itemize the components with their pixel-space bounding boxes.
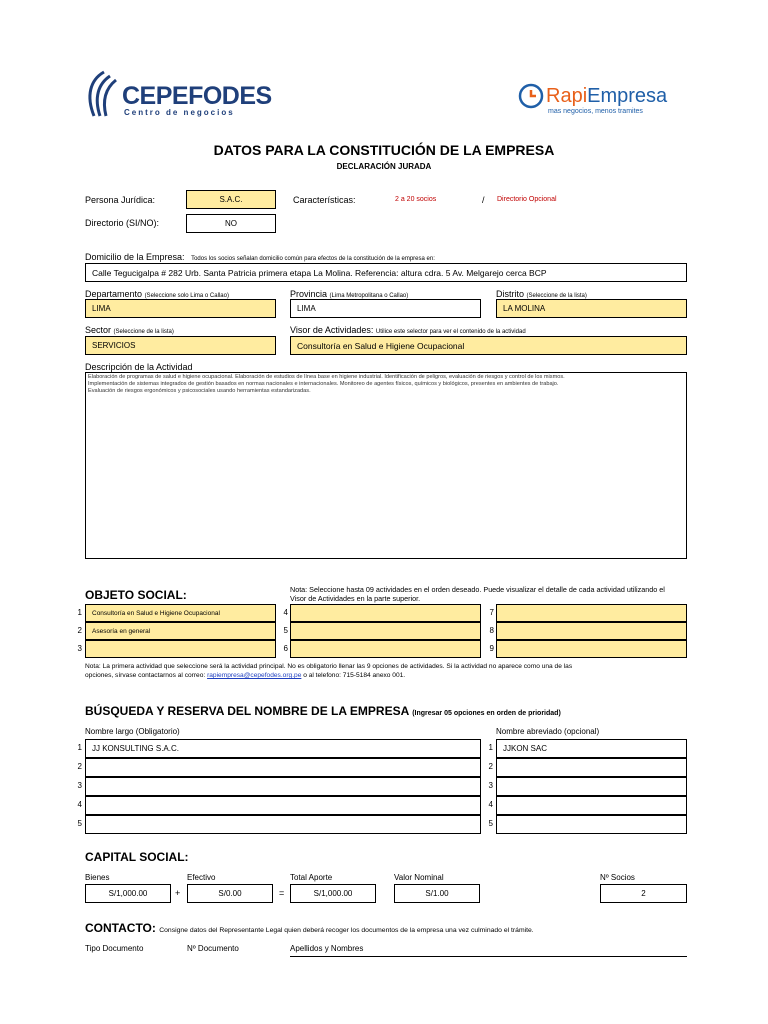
distrito-field[interactable]: LA MOLINA	[496, 299, 687, 318]
objeto-num-9: 9	[489, 644, 494, 653]
distrito-hint: (Seleccione de la lista)	[526, 293, 587, 299]
efectivo-label: Efectivo	[187, 873, 216, 882]
busqueda-num-3: 3	[77, 781, 82, 790]
nombre-abrev-field-2[interactable]	[496, 758, 687, 777]
busqueda-num-abrev-4: 4	[488, 800, 493, 809]
provincia-label-text: Provincia	[290, 289, 328, 299]
objeto-num-8: 8	[489, 626, 494, 635]
directorio-field[interactable]: NO	[186, 214, 276, 233]
cepefodes-logo	[84, 70, 272, 120]
rapiempresa-clock-icon	[518, 83, 544, 109]
sector-field[interactable]: SERVICIOS	[85, 336, 276, 355]
objeto-num-6: 6	[283, 644, 288, 653]
departamento-label	[85, 289, 229, 299]
domicilio-label-text: Domicilio de la Empresa:	[85, 252, 185, 262]
persona-label: Persona Jurídica:	[85, 195, 156, 205]
busqueda-num-abrev-5: 5	[488, 819, 493, 828]
provincia-field[interactable]: LIMA	[290, 299, 481, 318]
objeto-field-7[interactable]	[496, 604, 687, 622]
domicilio-note: Todos los socios señalan domicilio común para efectos de la constitución de la empresa en:	[191, 256, 435, 262]
busqueda-num-4: 4	[77, 800, 82, 809]
busqueda-title	[85, 704, 561, 718]
domicilio-label	[85, 252, 435, 262]
rapiempresa-name	[546, 85, 667, 108]
busqueda-title-text: BÚSQUEDA Y RESERVA DEL NOMBRE DE LA EMPRESA	[85, 704, 409, 718]
capital-title: CAPITAL SOCIAL:	[85, 850, 189, 864]
busqueda-num-abrev-2: 2	[488, 762, 493, 771]
descripcion-line-1: Elaboración de programas de salud e higiene ocupacional. Elaboración de estudios de línea base en higiene industrial. Identificación de peligros, evaluación de riesgos y control de los mismos.	[88, 374, 565, 380]
objeto-field-6[interactable]	[290, 640, 481, 658]
slash-separator: /	[482, 195, 485, 205]
distrito-label	[496, 289, 587, 299]
nominal-label: Valor Nominal	[394, 873, 444, 882]
directorio-text: Directorio Opcional	[497, 196, 557, 203]
visor-hint: Utilice este selector para ver el contenido de la actividad	[375, 329, 526, 335]
busqueda-hint: (Ingresar 05 opciones en orden de prioridad)	[412, 710, 561, 717]
nominal-field[interactable]: S/1.00	[394, 884, 480, 903]
socios-field[interactable]: 2	[600, 884, 687, 903]
objeto-field-9[interactable]	[496, 640, 687, 658]
nombre-largo-field-3[interactable]	[85, 777, 481, 796]
provincia-label	[290, 289, 408, 299]
domicilio-field[interactable]: Calle Tegucigalpa # 282 Urb. Santa Patricia primera etapa La Molina. Referencia: altura cdra. 5 Av. Melgarejo cerca BCP	[85, 263, 687, 282]
departamento-field[interactable]: LIMA	[85, 299, 276, 318]
sector-label-text: Sector	[85, 325, 112, 335]
nombre-largo-label: Nombre largo (Obligatorio)	[85, 727, 180, 736]
objeto-footnote-line2	[85, 671, 690, 680]
contacto-title	[85, 921, 534, 935]
nombre-abreviado-label: Nombre abreviado (opcional)	[496, 727, 600, 736]
bienes-field[interactable]: S/1,000.00	[85, 884, 171, 903]
busqueda-num-abrev-1: 1	[488, 743, 493, 752]
objeto-footnote-b: opciones, sírvase contactarnos al correo:	[85, 672, 206, 679]
objeto-field-1[interactable]: Consultoría en Salud e Higiene Ocupacional	[85, 604, 276, 622]
cepefodes-name: CEPEFODES	[122, 82, 272, 110]
plus-sign: +	[175, 888, 181, 898]
directorio-label: Directorio (SI/NO):	[85, 218, 160, 228]
rapiempresa-tagline: mas negocios, menos tramites	[548, 108, 643, 115]
nombre-abrev-field-5[interactable]	[496, 815, 687, 834]
objeto-title: OBJETO SOCIAL:	[85, 588, 187, 602]
objeto-num-2: 2	[77, 626, 82, 635]
objeto-footnote-c: o al telefono: 715-5184 anexo 001.	[303, 672, 406, 679]
bienes-label: Bienes	[85, 873, 110, 882]
nombre-largo-field-4[interactable]	[85, 796, 481, 815]
nombre-abrev-field-1[interactable]: JJKON SAC	[496, 739, 687, 758]
objeto-field-8[interactable]	[496, 622, 687, 640]
total-field[interactable]: S/1,000.00	[290, 884, 376, 903]
objeto-footnote-a: Nota: La primera actividad que seleccione será la actividad principal. No es obligatorio llenar las 9 opciones de actividades. Si la actividad no aparece como una de las	[85, 663, 573, 670]
socios-label: Nº Socios	[600, 873, 635, 882]
page-subtitle: DECLARACIÓN JURADA	[336, 162, 432, 171]
sector-hint: (Seleccione de la lista)	[113, 329, 174, 335]
efectivo-field[interactable]: S/0.00	[187, 884, 273, 903]
page-title: DATOS PARA LA CONSTITUCIÓN DE LA EMPRESA	[213, 142, 555, 158]
descripcion-line-2: Implementación de sistemas integrados de gestión basados en normas nacionales e internacionales. Monitoreo de agentes físicos, químicos y biológicos, presentes en ambientes de trabajo.	[88, 381, 559, 387]
busqueda-num-1: 1	[77, 743, 82, 752]
objeto-num-5: 5	[283, 626, 288, 635]
provincia-hint: (Lima Metropolitana o Callao)	[329, 293, 409, 299]
objeto-field-2[interactable]: Asesoría en general	[85, 622, 276, 640]
busqueda-num-abrev-3: 3	[488, 781, 493, 790]
cepefodes-swoosh-icon	[84, 70, 124, 118]
nombre-largo-field-1[interactable]: JJ KONSULTING S.A.C.	[85, 739, 481, 758]
contacto-title-text: CONTACTO:	[85, 921, 156, 935]
descripcion-field[interactable]	[85, 372, 687, 559]
busqueda-num-5: 5	[77, 819, 82, 828]
descripcion-line-3: Evaluación de riesgos ergonómicos y psicosociales usando herramientas estandarizadas.	[88, 388, 311, 394]
contacto-divider	[290, 956, 687, 957]
departamento-label-text: Departamento	[85, 289, 143, 299]
cepefodes-tagline: Centro de negocios	[124, 108, 235, 117]
distrito-label-text: Distrito	[496, 289, 525, 299]
objeto-footnote	[85, 662, 690, 680]
nombre-abrev-field-4[interactable]	[496, 796, 687, 815]
tipo-documento-label: Tipo Documento	[85, 944, 144, 953]
descripcion-label: Descripción de la Actividad	[85, 362, 193, 372]
objeto-field-5[interactable]	[290, 622, 481, 640]
total-label: Total Aporte	[290, 873, 333, 882]
socios-text: 2 a 20 socios	[395, 196, 437, 203]
departamento-hint: (Seleccione solo Lima o Callao)	[144, 293, 229, 299]
visor-field[interactable]: Consultoría en Salud e Higiene Ocupacional	[290, 336, 687, 355]
persona-field[interactable]: S.A.C.	[186, 190, 276, 209]
objeto-field-4[interactable]	[290, 604, 481, 622]
sector-label	[85, 325, 174, 335]
visor-label	[290, 325, 526, 335]
busqueda-num-2: 2	[77, 762, 82, 771]
nombre-largo-field-2[interactable]	[85, 758, 481, 777]
rapiempresa-name-b: Empresa	[587, 85, 668, 107]
objeto-note: Nota: Seleccione hasta 09 actividades en el orden deseado. Puede visualizar el detalle de cada actividad utilizando el Visor de Actividades en la parte superior.	[290, 585, 665, 603]
contacto-note: Consigne datos del Representante Legal quien deberá recoger los documentos de la empresa una vez culminado el trámite.	[159, 927, 534, 934]
nombre-abrev-field-3[interactable]	[496, 777, 687, 796]
objeto-num-4: 4	[283, 608, 288, 617]
rapiempresa-logo	[518, 82, 688, 118]
objeto-num-7: 7	[489, 608, 494, 617]
apellidos-nombres-label: Apellidos y Nombres	[290, 944, 364, 953]
caracteristicas-label: Características:	[293, 195, 356, 205]
objeto-field-3[interactable]	[85, 640, 276, 658]
contact-email-link[interactable]: rapiempresa@cepefodes.org.pe	[207, 672, 302, 679]
objeto-num-3: 3	[77, 644, 82, 653]
nombre-largo-field-5[interactable]	[85, 815, 481, 834]
visor-label-text: Visor de Actividades:	[290, 325, 374, 335]
numero-documento-label: Nº Documento	[187, 944, 239, 953]
rapiempresa-name-a: Rapi	[546, 85, 588, 107]
equals-sign: =	[279, 888, 285, 898]
objeto-num-1: 1	[77, 608, 82, 617]
